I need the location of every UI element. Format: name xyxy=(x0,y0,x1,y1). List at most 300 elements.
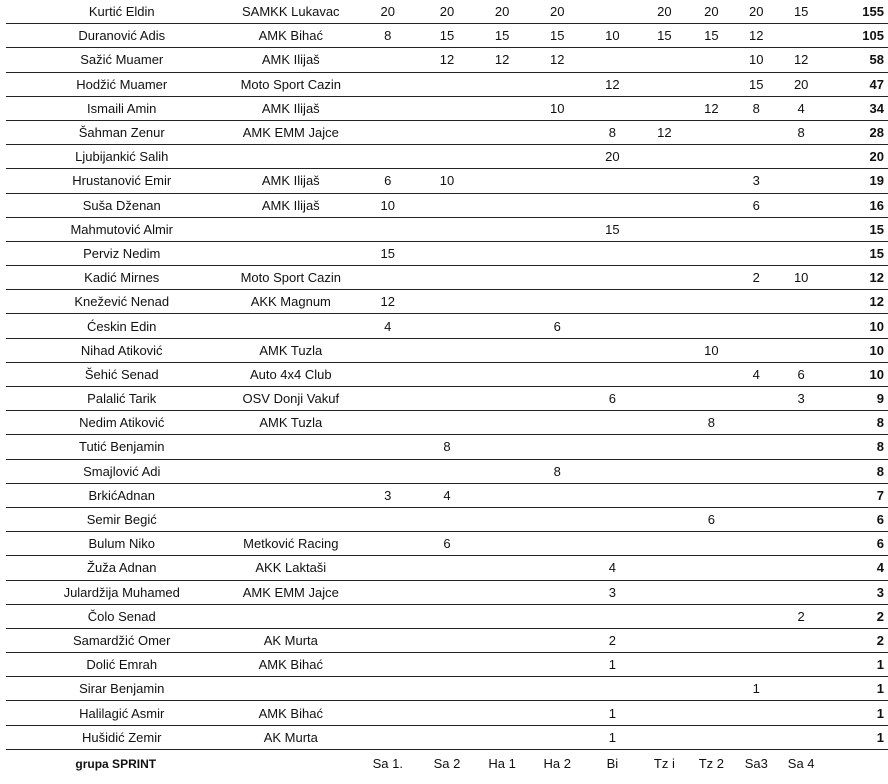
stage-points xyxy=(419,96,474,120)
stage-points xyxy=(585,0,640,24)
stage-points xyxy=(475,653,530,677)
stage-points xyxy=(419,241,474,265)
total-points: 15 xyxy=(824,241,888,265)
rider-name: Samardžić Omer xyxy=(6,628,225,652)
stage-points xyxy=(640,72,689,96)
stage-points xyxy=(475,677,530,701)
stage-points xyxy=(419,628,474,652)
rider-club xyxy=(225,435,356,459)
stage-points xyxy=(734,604,779,628)
stage-points xyxy=(475,314,530,338)
stage-points xyxy=(356,459,419,483)
stage-points xyxy=(475,701,530,725)
rider-name: Žuža Adnan xyxy=(6,556,225,580)
stage-points xyxy=(779,507,824,531)
rider-club: AMK Ilijaš xyxy=(225,96,356,120)
rider-name: Ćeskin Edin xyxy=(6,314,225,338)
stage-header: Bi xyxy=(606,756,619,772)
stage-points xyxy=(734,145,779,169)
rider-name: Knežević Nenad xyxy=(6,290,225,314)
table-row xyxy=(6,314,888,338)
stage-points: 1 xyxy=(734,677,779,701)
stage-points xyxy=(734,701,779,725)
stage-points xyxy=(585,507,640,531)
stage-points xyxy=(640,677,689,701)
stage-points xyxy=(356,725,419,749)
stage-points xyxy=(475,411,530,435)
stage-points xyxy=(689,556,734,580)
stage-points xyxy=(530,725,585,749)
rider-name: Ismaili Amin xyxy=(6,96,225,120)
stage-header: Sa 4 xyxy=(787,756,815,772)
stage-points xyxy=(530,483,585,507)
stage-points xyxy=(640,725,689,749)
stage-points xyxy=(689,290,734,314)
rider-club xyxy=(225,459,356,483)
total-points: 10 xyxy=(824,314,888,338)
stage-points xyxy=(689,48,734,72)
stage-points: 12 xyxy=(640,120,689,144)
stage-points xyxy=(689,580,734,604)
stage-points xyxy=(585,266,640,290)
table-row xyxy=(6,725,888,749)
stage-points xyxy=(356,72,419,96)
stage-points xyxy=(475,338,530,362)
rider-name: Suša Dženan xyxy=(6,193,225,217)
stage-header: Sa3 xyxy=(744,756,768,772)
stage-points xyxy=(779,435,824,459)
stage-points xyxy=(640,48,689,72)
stage-points xyxy=(689,387,734,411)
stage-points xyxy=(689,193,734,217)
stage-points xyxy=(419,556,474,580)
table-row xyxy=(6,653,888,677)
footer-row xyxy=(6,749,888,778)
stage-points xyxy=(734,556,779,580)
stage-points xyxy=(640,604,689,628)
rider-club: SAMKK Lukavac xyxy=(225,0,356,24)
table-row xyxy=(6,411,888,435)
table-row xyxy=(6,677,888,701)
stage-points xyxy=(689,120,734,144)
stage-points: 12 xyxy=(734,24,779,48)
stage-points xyxy=(475,459,530,483)
stage-points xyxy=(734,241,779,265)
stage-points xyxy=(779,653,824,677)
stage-header: Ha 2 xyxy=(543,756,571,772)
stage-points xyxy=(734,435,779,459)
rider-name: Hušidić Zemir xyxy=(6,725,225,749)
total-points: 12 xyxy=(824,290,888,314)
stage-points xyxy=(689,653,734,677)
stage-points: 20 xyxy=(356,0,419,24)
stage-points xyxy=(640,266,689,290)
stage-points xyxy=(779,290,824,314)
total-points: 7 xyxy=(824,483,888,507)
stage-points xyxy=(530,290,585,314)
rider-club: AMK Tuzla xyxy=(225,338,356,362)
rider-club: AKK Laktaši xyxy=(225,556,356,580)
table-row xyxy=(6,556,888,580)
table-row xyxy=(6,266,888,290)
stage-points: 8 xyxy=(779,120,824,144)
total-points: 1 xyxy=(824,701,888,725)
table-row xyxy=(6,628,888,652)
stage-points xyxy=(689,145,734,169)
stage-points xyxy=(689,701,734,725)
total-points: 15 xyxy=(824,217,888,241)
rider-club xyxy=(225,507,356,531)
stage-points xyxy=(419,653,474,677)
stage-points xyxy=(640,483,689,507)
rider-name: Nedim Atiković xyxy=(6,411,225,435)
stage-points: 15 xyxy=(779,0,824,24)
stage-points: 8 xyxy=(585,120,640,144)
stage-points xyxy=(689,435,734,459)
stage-points xyxy=(419,145,474,169)
stage-points: 8 xyxy=(419,435,474,459)
stage-points xyxy=(530,362,585,386)
stage-points xyxy=(585,314,640,338)
table-row xyxy=(6,701,888,725)
stage-points xyxy=(530,556,585,580)
stage-points xyxy=(475,532,530,556)
stage-points xyxy=(779,145,824,169)
stage-points xyxy=(530,604,585,628)
rider-name: Nihad Atiković xyxy=(6,338,225,362)
total-points: 47 xyxy=(824,72,888,96)
stage-points xyxy=(475,96,530,120)
stage-points xyxy=(356,145,419,169)
stage-points: 4 xyxy=(356,314,419,338)
stage-points xyxy=(689,241,734,265)
stage-header: Tz i xyxy=(653,756,675,772)
stage-points: 8 xyxy=(734,96,779,120)
stage-points xyxy=(475,120,530,144)
stage-points xyxy=(419,677,474,701)
total-points: 16 xyxy=(824,193,888,217)
stage-points xyxy=(640,580,689,604)
total-points: 9 xyxy=(824,387,888,411)
stage-points xyxy=(475,483,530,507)
stage-points xyxy=(689,362,734,386)
stage-points xyxy=(530,120,585,144)
total-points: 1 xyxy=(824,725,888,749)
stage-points xyxy=(585,241,640,265)
stage-points: 15 xyxy=(419,24,474,48)
stage-points xyxy=(530,653,585,677)
stage-points: 8 xyxy=(356,24,419,48)
stage-points xyxy=(530,580,585,604)
stage-points xyxy=(734,387,779,411)
stage-points xyxy=(640,338,689,362)
stage-points xyxy=(585,96,640,120)
rider-club xyxy=(225,241,356,265)
stage-points: 6 xyxy=(356,169,419,193)
table-row xyxy=(6,459,888,483)
stage-points: 15 xyxy=(585,217,640,241)
stage-points: 8 xyxy=(689,411,734,435)
rider-club: Moto Sport Cazin xyxy=(225,266,356,290)
rider-club xyxy=(225,314,356,338)
stage-points: 10 xyxy=(419,169,474,193)
stage-points xyxy=(689,532,734,556)
stage-points: 10 xyxy=(779,266,824,290)
stage-points: 2 xyxy=(734,266,779,290)
stage-points: 15 xyxy=(475,24,530,48)
table-row xyxy=(6,72,888,96)
rider-name: Smajlović Adi xyxy=(6,459,225,483)
stage-points: 1 xyxy=(585,653,640,677)
stage-points xyxy=(689,314,734,338)
stage-points: 20 xyxy=(779,72,824,96)
stage-header: Sa 1. xyxy=(372,756,403,772)
total-points: 20 xyxy=(824,145,888,169)
stage-points: 6 xyxy=(734,193,779,217)
stage-points xyxy=(356,362,419,386)
stage-points xyxy=(689,628,734,652)
stage-points: 15 xyxy=(640,24,689,48)
stage-points xyxy=(419,217,474,241)
rider-name: Tutić Benjamin xyxy=(6,435,225,459)
rider-club: AMK Bihać xyxy=(225,701,356,725)
total-points: 8 xyxy=(824,459,888,483)
stage-points: 10 xyxy=(356,193,419,217)
total-points: 4 xyxy=(824,556,888,580)
table-row xyxy=(6,435,888,459)
stage-points xyxy=(585,169,640,193)
stage-points xyxy=(419,72,474,96)
stage-points: 15 xyxy=(356,241,419,265)
total-points: 105 xyxy=(824,24,888,48)
stage-points xyxy=(779,483,824,507)
stage-points xyxy=(419,701,474,725)
stage-points xyxy=(419,459,474,483)
stage-points xyxy=(779,580,824,604)
stage-points: 6 xyxy=(419,532,474,556)
stage-points xyxy=(475,387,530,411)
stage-points xyxy=(356,435,419,459)
table-row xyxy=(6,217,888,241)
stage-points xyxy=(640,628,689,652)
stage-points: 4 xyxy=(419,483,474,507)
stage-points xyxy=(779,532,824,556)
stage-points xyxy=(419,290,474,314)
stage-points xyxy=(640,507,689,531)
stage-points xyxy=(689,604,734,628)
stage-points xyxy=(640,169,689,193)
stage-points xyxy=(779,628,824,652)
stage-points xyxy=(734,338,779,362)
stage-points xyxy=(356,96,419,120)
stage-points xyxy=(585,483,640,507)
stage-points xyxy=(779,701,824,725)
rider-name: Kadić Mirnes xyxy=(6,266,225,290)
table-row xyxy=(6,241,888,265)
stage-points xyxy=(734,120,779,144)
rider-club: Auto 4x4 Club xyxy=(225,362,356,386)
stage-points xyxy=(585,604,640,628)
stage-points xyxy=(356,677,419,701)
rider-club xyxy=(225,677,356,701)
total-points: 1 xyxy=(824,653,888,677)
stage-points: 3 xyxy=(585,580,640,604)
stage-points xyxy=(734,290,779,314)
stage-points: 20 xyxy=(475,0,530,24)
stage-points xyxy=(734,411,779,435)
table-row xyxy=(6,120,888,144)
table-row xyxy=(6,362,888,386)
stage-points xyxy=(779,556,824,580)
stage-points xyxy=(356,580,419,604)
stage-points xyxy=(475,290,530,314)
stage-points xyxy=(530,532,585,556)
stage-points xyxy=(689,169,734,193)
stage-points xyxy=(585,338,640,362)
stage-points xyxy=(640,193,689,217)
stage-points xyxy=(475,241,530,265)
table-row xyxy=(6,483,888,507)
rider-name: Čolo Senad xyxy=(6,604,225,628)
stage-points xyxy=(356,338,419,362)
rider-name: Bulum Niko xyxy=(6,532,225,556)
stage-points: 20 xyxy=(585,145,640,169)
stage-points xyxy=(530,507,585,531)
stage-points xyxy=(779,314,824,338)
stage-points xyxy=(475,507,530,531)
stage-points: 15 xyxy=(734,72,779,96)
stage-points: 6 xyxy=(779,362,824,386)
stage-points xyxy=(356,120,419,144)
stage-points: 12 xyxy=(356,290,419,314)
stage-points xyxy=(356,411,419,435)
stage-points xyxy=(530,677,585,701)
stage-points xyxy=(419,507,474,531)
total-points: 1 xyxy=(824,677,888,701)
rider-name: Ljubijankić Salih xyxy=(6,145,225,169)
total-points: 19 xyxy=(824,169,888,193)
stage-points: 12 xyxy=(419,48,474,72)
stage-points xyxy=(585,459,640,483)
rider-name: Kurtić Eldin xyxy=(6,0,225,24)
stage-points xyxy=(530,701,585,725)
stage-points xyxy=(734,725,779,749)
table-row xyxy=(6,96,888,120)
stage-points xyxy=(689,266,734,290)
stage-points: 20 xyxy=(530,0,585,24)
stage-points xyxy=(734,653,779,677)
stage-points xyxy=(475,193,530,217)
stage-points xyxy=(475,169,530,193)
rider-club: AK Murta xyxy=(225,725,356,749)
table-row xyxy=(6,24,888,48)
stage-points: 1 xyxy=(585,701,640,725)
stage-points xyxy=(640,556,689,580)
stage-points xyxy=(734,314,779,338)
stage-points xyxy=(356,48,419,72)
stage-points xyxy=(419,120,474,144)
stage-points xyxy=(640,96,689,120)
stage-header: Ha 1 xyxy=(488,756,516,772)
standings-table xyxy=(6,0,888,778)
stage-points: 8 xyxy=(530,459,585,483)
rider-name: Palalić Tarik xyxy=(6,387,225,411)
stage-points xyxy=(734,580,779,604)
stage-points xyxy=(530,387,585,411)
stage-points: 4 xyxy=(734,362,779,386)
stage-points xyxy=(475,72,530,96)
stage-points: 12 xyxy=(475,48,530,72)
stage-points xyxy=(734,507,779,531)
footer-total-spacer xyxy=(824,749,888,778)
stage-points xyxy=(419,725,474,749)
rider-name: Sirar Benjamin xyxy=(6,677,225,701)
rider-club: AMK Bihać xyxy=(225,653,356,677)
rider-club: AMK Tuzla xyxy=(225,411,356,435)
stage-points xyxy=(530,266,585,290)
footer-club-spacer xyxy=(225,749,356,778)
stage-points xyxy=(419,193,474,217)
stage-points: 3 xyxy=(779,387,824,411)
stage-points xyxy=(779,169,824,193)
table-row xyxy=(6,169,888,193)
stage-points xyxy=(585,435,640,459)
stage-points: 20 xyxy=(689,0,734,24)
stage-points: 10 xyxy=(530,96,585,120)
stage-points xyxy=(689,725,734,749)
table-row xyxy=(6,532,888,556)
total-points: 6 xyxy=(824,507,888,531)
group-label: grupa SPRINT xyxy=(75,756,157,771)
stage-points xyxy=(689,72,734,96)
stage-points xyxy=(585,411,640,435)
stage-points: 2 xyxy=(585,628,640,652)
stage-points xyxy=(779,338,824,362)
stage-points xyxy=(356,507,419,531)
total-points: 8 xyxy=(824,411,888,435)
stage-points xyxy=(734,483,779,507)
stage-points xyxy=(689,677,734,701)
stage-points xyxy=(530,169,585,193)
table-row xyxy=(6,604,888,628)
stage-points xyxy=(475,604,530,628)
stage-points: 3 xyxy=(356,483,419,507)
total-points: 10 xyxy=(824,338,888,362)
rider-name: Dolić Emrah xyxy=(6,653,225,677)
stage-points xyxy=(475,556,530,580)
stage-points xyxy=(585,362,640,386)
stage-points: 20 xyxy=(734,0,779,24)
rider-club: AMK Ilijaš xyxy=(225,193,356,217)
stage-points xyxy=(640,459,689,483)
stage-points xyxy=(530,338,585,362)
standings-rows xyxy=(6,0,888,749)
stage-points xyxy=(585,48,640,72)
stage-points: 12 xyxy=(689,96,734,120)
stage-points xyxy=(356,556,419,580)
stage-points xyxy=(779,459,824,483)
total-points: 10 xyxy=(824,362,888,386)
stage-points xyxy=(475,628,530,652)
rider-club: AK Murta xyxy=(225,628,356,652)
stage-points xyxy=(779,411,824,435)
stage-points xyxy=(419,338,474,362)
table-row xyxy=(6,193,888,217)
stage-points xyxy=(530,217,585,241)
stage-points xyxy=(475,266,530,290)
stage-points: 12 xyxy=(585,72,640,96)
total-points: 8 xyxy=(824,435,888,459)
